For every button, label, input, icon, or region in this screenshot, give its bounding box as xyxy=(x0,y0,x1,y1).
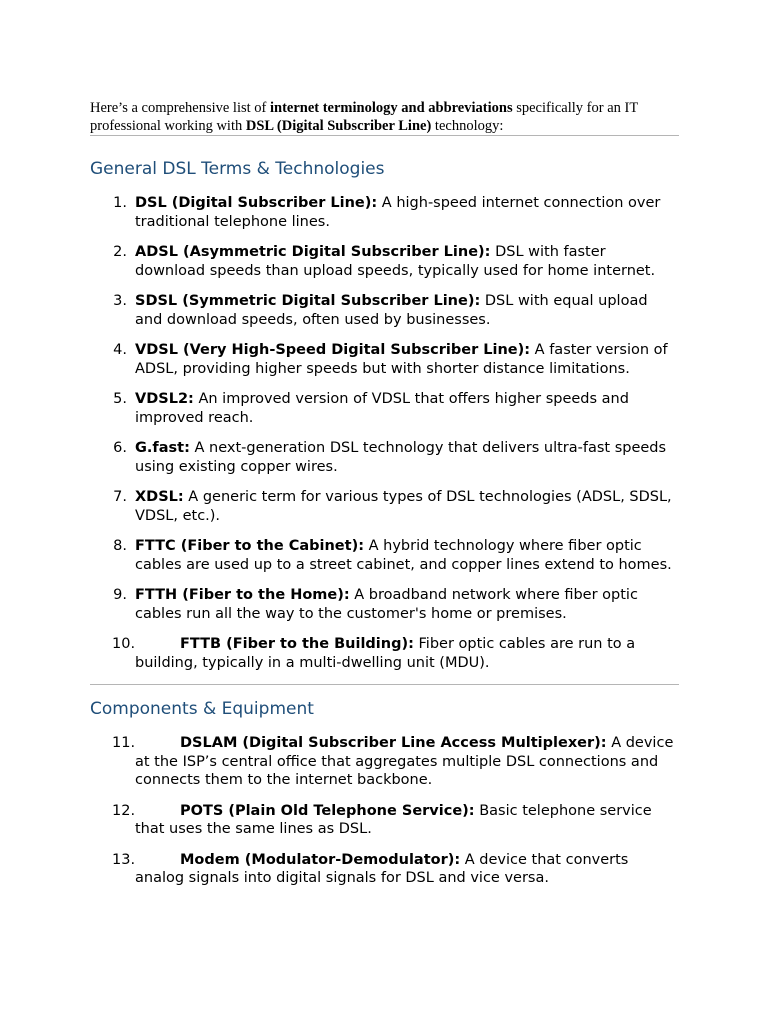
item-number: 12. xyxy=(112,802,136,819)
list-item xyxy=(90,488,679,525)
intro-text-2: specifically for an IT professional working with xyxy=(90,100,638,134)
list-item xyxy=(90,439,679,476)
item-number: 4. xyxy=(113,342,127,358)
section-heading-general: General DSL Terms & Technologies xyxy=(90,159,385,179)
terms-list-general xyxy=(90,194,679,672)
item-description: A broadband network where fiber optic cables run all the way to the customer's home or premises. xyxy=(135,587,638,622)
list-item xyxy=(90,635,679,672)
section-divider xyxy=(90,684,679,685)
item-term: G.fast: xyxy=(135,440,190,456)
intro-bold-2: DSL (Digital Subscriber Line) xyxy=(245,118,432,134)
item-description: DSL with equal upload and download speeds, often used by businesses. xyxy=(135,293,648,328)
item-term: POTS (Plain Old Telephone Service): xyxy=(180,802,475,819)
intro-paragraph xyxy=(90,99,679,135)
item-term: FTTB (Fiber to the Building): xyxy=(180,636,414,652)
list-item xyxy=(90,851,679,888)
item-term: DSLAM (Digital Subscriber Line Access Multiplexer): xyxy=(180,735,607,751)
item-number: 10. xyxy=(112,636,136,652)
item-term: VDSL2: xyxy=(135,391,194,407)
item-description: A next-generation DSL technology that delivers ultra-fast speeds using existing copper wires. xyxy=(135,440,667,475)
list-item xyxy=(90,194,679,231)
item-term: FTTH (Fiber to the Home): xyxy=(135,587,350,603)
item-description: Fiber optic cables are run to a building, typically in a multi-dwelling unit (MDU). xyxy=(135,636,636,671)
item-term: DSL (Digital Subscriber Line): xyxy=(135,195,378,211)
item-number: 13. xyxy=(112,851,136,868)
item-number: 9. xyxy=(113,587,127,603)
intro-text-3: technology: xyxy=(431,118,504,134)
item-number: 8. xyxy=(113,538,127,554)
item-term: ADSL (Asymmetric Digital Subscriber Line): xyxy=(135,244,491,260)
item-description: A device that converts analog signals into digital signals for DSL and vice versa. xyxy=(135,851,629,886)
item-number: 1. xyxy=(113,195,127,211)
list-item xyxy=(90,341,679,378)
item-description: An improved version of VDSL that offers higher speeds and improved reach. xyxy=(135,391,629,426)
item-number: 2. xyxy=(113,244,127,260)
item-term: VDSL (Very High-Speed Digital Subscriber Line): xyxy=(135,342,531,358)
item-number: 3. xyxy=(113,293,127,309)
item-description: A faster version of ADSL, providing higher speeds but with shorter distance limitations. xyxy=(135,342,668,377)
list-item xyxy=(90,390,679,427)
terms-list-components xyxy=(90,734,679,888)
item-term: Modem (Modulator-Demodulator): xyxy=(180,851,461,868)
item-description: A high-speed internet connection over traditional telephone lines. xyxy=(135,195,661,230)
list-item xyxy=(90,802,679,839)
item-description: A generic term for various types of DSL technologies (ADSL, SDSL, VDSL, etc.). xyxy=(135,489,672,524)
list-item xyxy=(90,292,679,329)
section-divider xyxy=(90,135,679,136)
list-item xyxy=(90,243,679,280)
document-page xyxy=(90,99,679,900)
item-term: FTTC (Fiber to the Cabinet): xyxy=(135,538,364,554)
item-description: A hybrid technology where fiber optic cables are used up to a street cabinet, and copper lines extend to homes. xyxy=(135,538,672,573)
list-item xyxy=(90,734,679,790)
item-number: 6. xyxy=(113,440,127,456)
item-number: 7. xyxy=(113,489,127,505)
list-item xyxy=(90,537,679,574)
item-term: SDSL (Symmetric Digital Subscriber Line): xyxy=(135,293,481,309)
list-item xyxy=(90,586,679,623)
item-number: 5. xyxy=(113,391,127,407)
section-heading-components: Components & Equipment xyxy=(90,699,314,719)
item-description: DSL with faster download speeds than upload speeds, typically used for home internet. xyxy=(135,244,656,279)
item-term: XDSL: xyxy=(135,489,184,505)
intro-text-1: Here’s a comprehensive list of xyxy=(90,100,270,116)
item-description: A device at the ISP’s central office that aggregates multiple DSL connections and connects them to the internet backbone. xyxy=(135,735,674,788)
item-description: Basic telephone service that uses the same lines as DSL. xyxy=(135,802,652,837)
item-number: 11. xyxy=(112,735,136,751)
intro-bold-1: internet terminology and abbreviations xyxy=(269,100,513,116)
